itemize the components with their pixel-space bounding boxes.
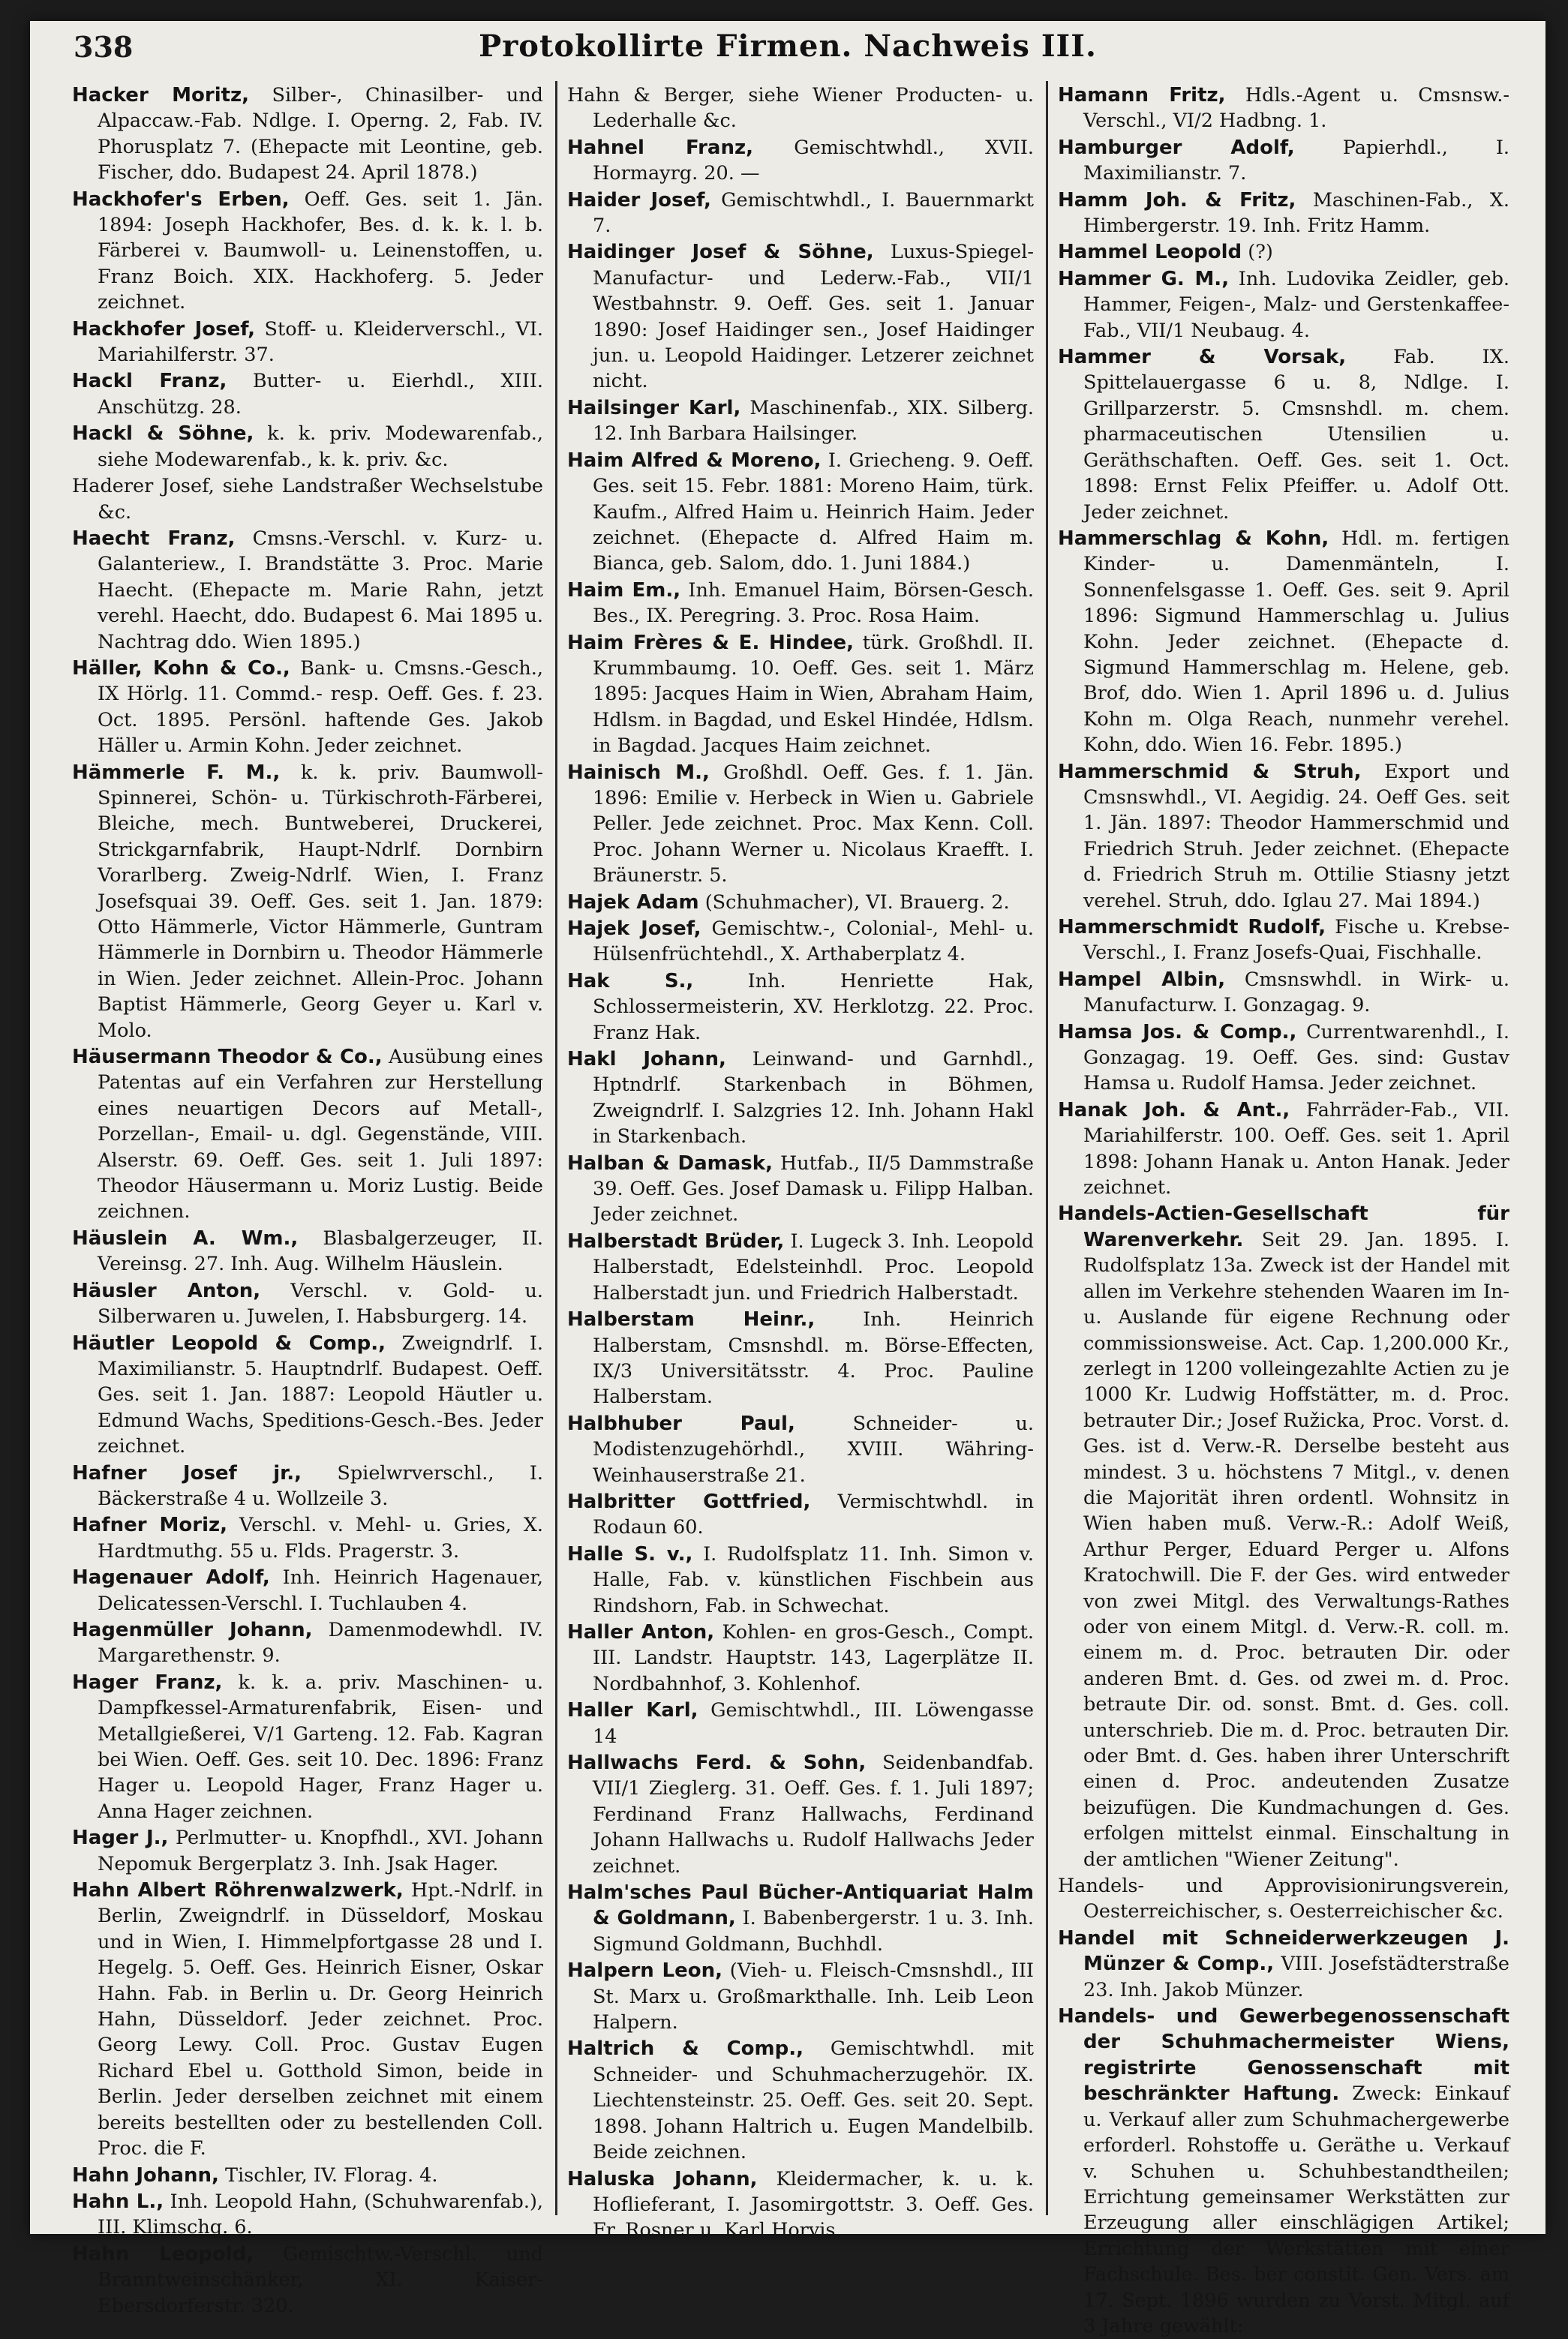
firm-name: Hamsa Jos. & Comp.,: [1058, 1020, 1297, 1043]
column-divider: [1046, 81, 1048, 2215]
firm-name: Handels-Actien-Gesellschaft für Warenverkehr.: [1058, 1203, 1509, 1251]
column-middle: [567, 83, 1035, 2242]
directory-entry: [72, 317, 543, 368]
firm-name: Hafner Moriz,: [72, 1514, 227, 1537]
firm-details: Cmsnswhdl. in Wirk- u. Manufacturw. I. Gonzagag. 9.: [1083, 968, 1509, 1017]
firm-details: Gemischtwhdl., I. Bauernmarkt 7.: [593, 188, 1034, 238]
firm-details: Gemischtwhdl., XVII. Hormayrg. 20. —: [593, 136, 1034, 185]
firm-details: (Schuhmacher), VI. Brauerg. 2.: [704, 890, 1010, 914]
firm-details: Maschinen-Fab., X. Himbergerstr. 19. Inh. Fritz Hamm.: [1083, 188, 1509, 238]
firm-name: Hämmerle F. M.,: [72, 761, 281, 784]
firm-details: Butter- u. Eierhdl., XIII. Anschützg. 28.: [98, 370, 543, 419]
firm-details: Verschl. v. Gold- u. Silberwaren u. Juwelen, I. Habsburgerg. 14.: [98, 1279, 544, 1329]
directory-entry: [567, 395, 1034, 447]
firm-name: Hamann Fritz,: [1058, 84, 1226, 107]
firm-name: Hamburger Adolf,: [1058, 136, 1295, 159]
firm-name: Hammel Leopold: [1058, 241, 1242, 264]
directory-entry: [567, 188, 1034, 239]
directory-entry: [567, 2036, 1034, 2165]
directory-entry: [72, 1226, 543, 1278]
directory-entry: [567, 630, 1034, 759]
directory-entry: [72, 2189, 543, 2241]
firm-name: Haim Em.,: [567, 578, 681, 602]
firm-name: Hampel Albin,: [1058, 968, 1226, 991]
firm-name: Hahnel Franz,: [567, 136, 753, 159]
directory-entry: [1058, 759, 1509, 914]
firm-name: Haidinger Josef & Söhne,: [567, 241, 874, 264]
firm-details: Handels- und Approvisionirungsverein, Oesterreichischer, s. Oesterreichischer &c.: [1058, 1875, 1509, 1923]
firm-details: Ausübung eines Patentas auf ein Verfahren zur Herstellung eines neuartigen Decors auf Metall-, Porzellan-, Email- u. dgl. Gegenstände, VIII. Alserstr. 69. Oeff. Ges. seit 1. Juli 1897: Theodor Häusermann u. Moriz Lustig. Beide zeichnen.: [98, 1046, 544, 1224]
directory-entry: [567, 1307, 1034, 1410]
firm-details: Damenmodewhdl. IV. Margarethenstr. 9.: [98, 1618, 544, 1668]
directory-entry: [567, 968, 1034, 1046]
firm-name: Handel mit Schneiderwerkzeugen J. Münzer & Comp.,: [1058, 1926, 1509, 1976]
directory-entry: [1058, 1097, 1509, 1201]
directory-entry: [567, 239, 1034, 394]
firm-details: Gemischtwhdl., III. Löwengasse 14: [593, 1699, 1035, 1748]
firm-details: Inh. Leopold Hahn, (Schuhwarenfab.), III. Klimschg. 6.: [98, 2190, 544, 2239]
directory-entry: [567, 760, 1034, 889]
directory-entry: [72, 473, 543, 525]
firm-name: Haller Karl,: [567, 1699, 698, 1722]
firm-name: Halbhuber Paul,: [567, 1412, 795, 1435]
firm-name: Hajek Adam: [567, 890, 699, 914]
firm-details: Currentwarenhdl., I. Gonzagag. 19. Oeff. Ges. sind: Gustav Hamsa u. Rudolf Hamsa. Jeder zeichnet.: [1083, 1020, 1509, 1095]
firm-details: Hdl. m. fertigen Kinder- u. Damenmänteln, I. Sonnenfelsgasse 1. Oeff. Ges. seit 9. April 1896: Sigmund Hammerschlag u. Julius Kohn. Jeder zeichnet. (Ehepacte d. Sigmund Hammerschlag m. Helene, geb. Brof, ddo. Wien 1. April 1896 u. d. Julius Kohn m. Olga Reach, nunmehr verehel. Kohn, ddo. Wien 16. Febr. 1895.): [1083, 527, 1510, 757]
firm-name: Hacker Moritz,: [72, 84, 250, 107]
firm-name: Halle S. v.,: [567, 1542, 693, 1566]
firm-name: Haim Frères & E. Hindee,: [567, 631, 854, 654]
firm-details: Großhdl. Oeff. Ges. f. 1. Jän. 1896: Emilie v. Herbeck in Wien u. Gabriele Peller. Jede zeichnet. Proc. Max Kenn. Coll. Proc. Johann Werner u. Nicolaus Kraefft. I. Bräunerstr. 5.: [593, 761, 1035, 887]
directory-entry: [72, 1878, 543, 2161]
firm-details: Cmsns.-Verschl. v. Kurz- u. Galanteriew., I. Brandstätte 3. Proc. Marie Haecht. (Ehepacte m. Marie Rahn, jetzt verehl. Haecht, ddo. Budapest 6. Mai 1895 u. Nachtrag ddo. Wien 1895.): [98, 527, 544, 653]
firm-name: Hackl & Söhne,: [72, 422, 254, 446]
firm-name: Hammerschmidt Rudolf,: [1058, 916, 1326, 938]
firm-details: Spielwrverschl., I. Bäckerstraße 4 u. Wollzeile 3.: [98, 1461, 543, 1510]
firm-name: Handels- und Gewerbegenossenschaft der Schuhmachermeister Wiens, registrirte Genossenschaft mit beschränkter Haftung.: [1058, 2005, 1509, 2106]
column-right: [1058, 83, 1510, 2337]
firm-name: Hakl Johann,: [567, 1048, 726, 1071]
firm-details: Stoff- u. Kleiderverschl., VI. Mariahilferstr. 37.: [98, 317, 543, 367]
firm-name: Häuslein A. Wm.,: [72, 1227, 299, 1250]
firm-name: Hammer & Vorsak,: [1058, 346, 1347, 369]
directory-entry: [567, 916, 1034, 968]
firm-name: Hallwachs Ferd. & Sohn,: [567, 1752, 867, 1774]
directory-entry: [72, 1825, 543, 1877]
firm-details: (?): [1248, 241, 1273, 264]
firm-name: Hahn Johann,: [72, 2163, 219, 2187]
directory-entry: [1058, 914, 1509, 966]
firm-details: Blasbalgerzeuger, II. Vereinsg. 27. Inh. Aug. Wilhelm Häuslein.: [98, 1227, 544, 1276]
firm-details: Fahrräder-Fab., VII. Mariahilferstr. 100. Oeff. Ges. seit 1. April 1898: Johann Hanak u. Anton Hanak. Jeder zeichnet.: [1083, 1098, 1509, 1200]
directory-entry: [72, 526, 543, 655]
directory-entry: [567, 578, 1034, 629]
directory-entry: [567, 135, 1034, 187]
firm-name: Haluska Johann,: [567, 2167, 758, 2190]
directory-entry: [1058, 526, 1509, 758]
firm-name: Hammerschlag & Kohn,: [1058, 527, 1329, 550]
firm-details: Perlmutter- u. Knopfhdl., XVI. Johann Nepomuk Bergerplatz 3. Inh. Jsak Hager.: [98, 1827, 543, 1875]
firm-details: Oeff. Ges. seit 1. Jän. 1894: Joseph Hackhofer, Bes. d. k. k. l. b. Färberei v. Baumwoll- u. Leinenstoffen, u. Franz Boich. XIX. Hackhoferg. 5. Jeder zeichnet.: [98, 188, 543, 314]
firm-details: VIII. Josefstädterstraße 23. Inh. Jakob Münzer.: [1083, 1953, 1509, 2001]
firm-details: Haderer Josef, siehe Landstraßer Wechselstube &c.: [72, 475, 543, 524]
firm-details: Kleidermacher, k. u. k. Hoflieferant, I. Jasomirgottstr. 3. Oeff. Ges. Fr. Rosner u. Karl Horvis.: [593, 2167, 1034, 2242]
directory-entry: [1058, 1019, 1509, 1097]
firm-name: Hagenmüller Johann,: [72, 1618, 313, 1641]
firm-details: Tischler, IV. Florag. 4.: [224, 2163, 438, 2187]
directory-entry: [567, 2166, 1034, 2244]
firm-details: I. Griecheng. 9. Oeff. Ges. seit 15. Febr. 1881: Moreno Haim, türk. Kaufm., Alfred Haim u. Heinrich Haim. Jeder zeichnet. (Ehepacte d. Alfred Haim m. Bianca, geb. Salom, ddo. 1. Juni 1884.): [593, 449, 1035, 575]
firm-details: Schneider- u. Modistenzugehörhdl., XVIII. Währing-Weinhauserstraße 21.: [593, 1412, 1034, 1487]
firm-details: k. k. priv. Modewarenfab., siehe Modewarenfab., k. k. priv. &c.: [98, 422, 543, 471]
column-left: [72, 83, 544, 2317]
firm-name: Haltrich & Comp.,: [567, 2037, 804, 2061]
firm-name: Häller, Kohn & Co.,: [72, 656, 290, 680]
firm-details: Hpt.-Ndrlf. in Berlin, Zweigndrlf. in Düsseldorf, Moskau und in Wien, I. Himmelpfortgasse 28 und I. Hegelg. 5. Oeff. Ges. Heinrich Eisner, Oskar Hahn. Fab. in Berlin u. Dr. Georg Heinrich Hahn, Düsseldorf. Jeder zeichnet. Proc. Georg Lewy. Coll. Proc. Gustav Eugen Richard Ebel u. Gotthold Simon, beide in Berlin. Jeder derselben zeichnet mit einem bereits bestellten oder zu bestellenden Coll. Proc. die F.: [98, 1879, 543, 2160]
directory-entry: [72, 760, 543, 1043]
directory-entry: [567, 1489, 1034, 1541]
firm-details: Zweigndrlf. I. Maximilianstr. 5. Hauptndrlf. Budapest. Oeff. Ges. seit 1. Jan. 1887: Leopold Häutler u. Edmund Wachs, Speditions-Gesch.-Bes. Jeder zeichnet.: [98, 1332, 543, 1458]
directory-entry: [567, 448, 1034, 577]
firm-details: Bank- u. Cmsns.-Gesch., IX Hörlg. 11. Commd.- resp. Oeff. Ges. f. 23. Oct. 1895. Persönl. haftende Ges. Jakob Häller u. Armin Kohn. Jeder zeichnet.: [98, 656, 543, 758]
directory-entry: [567, 1151, 1034, 1228]
firm-details: I. Babenbergerstr. 1 u. 3. Inh. Sigmund Goldmann, Buchhdl.: [593, 1907, 1034, 1956]
firm-details: Inh. Ludovika Zeidler, geb. Hammer, Feigen-, Malz- und Gerstenkaffee-Fab., VII/1 Neubaug. 4.: [1083, 267, 1510, 342]
directory-entry: [72, 83, 543, 186]
directory-entry: [72, 187, 543, 316]
firm-name: Hagenauer Adolf,: [72, 1566, 270, 1590]
directory-entry: [1058, 2004, 1509, 2339]
directory-entry: [1058, 188, 1509, 239]
directory-entry: [72, 1278, 543, 1330]
directory-entry: [1058, 967, 1509, 1019]
directory-entry: [567, 1542, 1034, 1619]
directory-entry: [72, 2241, 543, 2319]
firm-details: Fab. IX. Spittelauergasse 6 u. 8, Ndlge. I. Grillparzerstr. 5. Cmsnshdl. m. chem. pharmaceutischen Utensilien u. Geräthschaften. Oeff. Ges. seit 1. Oct. 1898: Ernst Felix Pfeiffer. u. Adolf Ott. Jeder zeichnet.: [1083, 346, 1509, 524]
page-number: 338: [74, 30, 134, 64]
page-title: Protokollirte Firmen. Nachweis III.: [479, 29, 1097, 64]
firm-name: Halm'sches Paul Bücher-Antiquariat Halm & Goldmann,: [567, 1881, 1034, 1930]
directory-entry: [72, 1461, 543, 1512]
directory-entry: [567, 1958, 1034, 2035]
directory-entry: [567, 1411, 1034, 1488]
firm-details: Gemischtw.-, Colonial-, Mehl- u. Hülsenfrüchtehdl., X. Arthaberplatz 4.: [593, 917, 1034, 966]
firm-details: I. Lugeck 3. Inh. Leopold Halberstadt, Edelsteinhdl. Proc. Leopold Halberstadt jun. und Friedrich Halberstadt.: [593, 1230, 1034, 1305]
firm-details: k. k. priv. Baumwoll-Spinnerei, Schön- u. Türkischroth-Färberei, Bleiche, mech. Buntweberei, Druckerei, Strickgarnfabrik, Haupt-Ndrlf. Dornbirn Vorarlberg. Zweig-Ndrlf. Wien, I. Franz Josefsquai 39. Oeff. Ges. seit 1. Jan. 1879: Otto Hämmerle, Victor Hämmerle, Guntram Hämmerle in Dornbirn u. Theodor Hämmerle in Wien. Jeder zeichnet. Allein-Proc. Johann Baptist Hämmerle, Georg Geyer u. Karl v. Molo.: [98, 761, 544, 1042]
firm-name: Hahn Leopold,: [72, 2242, 254, 2265]
firm-details: Papierhdl., I. Maximilianstr. 7.: [1083, 136, 1510, 185]
firm-details: Silber-, Chinasilber- und Alpaccaw.-Fab. Ndlge. I. Operng. 2, Fab. IV. Phorusplatz 7. (Ehepacte mit Leontine, geb. Fischer, ddo. Budapest 24. April 1878.): [98, 84, 543, 185]
firm-details: Hutfab., II/5 Dammstraße 39. Oeff. Ges. Josef Damask u. Filipp Halban. Jeder zeichnet.: [593, 1151, 1034, 1227]
firm-name: Häusermann Theodor & Co.,: [72, 1046, 383, 1069]
firm-details: türk. Großhdl. II. Krummbaumg. 10. Oeff. Ges. seit 1. März 1895: Jacques Haim in Wien, Abraham Haim, Hdlsm. in Bagdad, und Eskel Hindée, Hdlsm. in Bagdad. Jacques Haim zeichnet.: [593, 631, 1035, 758]
firm-name: Hahn L.,: [72, 2190, 164, 2213]
firm-details: Seit 29. Jan. 1895. I. Rudolfsplatz 13a. Zweck ist der Handel mit allen im Verkehre stehenden Waaren im In- u. Auslande für eigene Rechnung oder commissionsweise. Act. Cap. 1,200.000 Kr., zerlegt in 1200 volleingezahlte Actien zu je 1000 Kr. Ludwig Hoffstätter, m. d. Proc. betrauter Dir.; Josef Ružicka, Proc. Vorst. d. Ges. ist d. Verw.-R. Derselbe besteht aus mindest. 3 u. höchstens 7 Mitgl., v. denen die Majorität ihren ordentl. Wohnsitz in Wien haben muß. Verw.-R.: Adolf Weiß, Arthur Perger, Eduard Perger u. Alfons Kratochwill. Die F. der Ges. wird entweder von zwei Mitgl. des Verwaltungs-Rathes oder von einem Mitgl. d. Verw.-R. coll. m. einem m. d. Proc. betrauten Dir. oder anderen Bmt. d. Ges. od zwei m. d. Proc. betraute Dir. od. sonst. Bmt. d. Ges. coll. unterschrieb. Die m. d. Proc. betrauten Dir. oder Bmt. d. Ges. haben ihrer Unterschrift einen d. Proc. andeutenden Zusatze beizufügen. Die Kundmachungen d. Ges. erfolgen mittelst einmal. Einschaltung in der amtlichen "Wiener Zeitung".: [1083, 1228, 1509, 1871]
firm-name: Halbritter Gottfried,: [567, 1490, 811, 1513]
firm-name: Hak S.,: [567, 969, 694, 992]
firm-details: k. k. a. priv. Maschinen- u. Dampfkessel-Armaturenfabrik, Eisen- und Metallgießerei, V/1 Garteng. 12. Fab. Kagran bei Wien. Oeff. Ges. seit 10. Dec. 1896: Franz Hager u. Leopold Hager, Franz Hager u. Anna Hager zeichnen.: [98, 1671, 543, 1823]
firm-details: Hahn & Berger, siehe Wiener Producten- u. Lederhalle &c.: [567, 84, 1034, 133]
directory-entry: [567, 1750, 1034, 1879]
directory-entry: [1058, 83, 1509, 134]
firm-details: Vermischtwhdl. in Rodaun 60.: [593, 1490, 1035, 1539]
firm-name: Häutler Leopold & Comp.,: [72, 1332, 386, 1355]
directory-entry: [567, 1698, 1034, 1749]
directory-entry: [1058, 266, 1509, 344]
firm-name: Hainisch M.,: [567, 761, 710, 784]
directory-entry: [567, 1046, 1034, 1150]
firm-details: Maschinenfab., XIX. Silberg. 12. Inh Barbara Hailsinger.: [593, 396, 1035, 446]
firm-name: Hammerschmid & Struh,: [1058, 760, 1362, 783]
firm-details: (Vieh- u. Fleisch-Cmsnshdl., III St. Marx u. Großmarkthalle. Inh. Leib Leon Halpern.: [593, 1959, 1035, 2034]
firm-name: Halberstam Heinr.,: [567, 1308, 816, 1332]
firm-name: Hamm Joh. & Fritz,: [1058, 188, 1296, 212]
directory-entry: [72, 1565, 543, 1617]
directory-entry: [1058, 239, 1509, 265]
firm-details: Seidenbandfab. VII/1 Zieglerg. 31. Oeff. Ges. f. 1. Juli 1897; Ferdinand Franz Hallwachs, Ferdinand Johann Hallwachs u. Rudolf Hallwachs Jeder zeichnet.: [593, 1752, 1034, 1878]
directory-entry: [1058, 1201, 1509, 1872]
directory-entry: [72, 1044, 543, 1225]
firm-name: Halban & Damask,: [567, 1151, 773, 1175]
firm-name: Hailsinger Karl,: [567, 396, 741, 419]
directory-entry: [72, 1331, 543, 1460]
firm-details: Zweck: Einkauf u. Verkauf aller zum Schuhmachergewerbe erforderl. Rohstoffe u. Geräthe u. Verkauf v. Schuhen u. Schuhbestandtheilen; Errichtung gemeinsamer Werkstätten zur Erzeugung aller einschlägigen Artikel; Errichtung der Werkstätten mit einer Fachschule. Bes. ber constit. Gen. Vers. am 17. Sept. 1896 wurden zu Vorst. Mitgl. auf 3 Jahre gewählt:: [1083, 2082, 1509, 2337]
directory-entry: [567, 1880, 1034, 1957]
firm-name: Hager J.,: [72, 1827, 169, 1850]
directory-entry: [72, 2163, 543, 2188]
firm-name: Halpern Leon,: [567, 1959, 722, 1983]
directory-entry: [72, 421, 543, 473]
directory-entry: [72, 656, 543, 759]
firm-details: Verschl. v. Mehl- u. Gries, X. Hardtmuthg. 55 u. Flds. Pragerstr. 3.: [98, 1514, 544, 1563]
firm-name: Haider Josef,: [567, 188, 711, 212]
firm-details: Luxus-Spiegel-Manufactur- und Lederw.-Fab., VII/1 Westbahnstr. 9. Oeff. Ges. seit 1. Januar 1890: Josef Haidinger sen., Josef Haidinger jun. u. Leopold Haidinger. Letzerer zeichnet nicht.: [593, 241, 1034, 393]
directory-entry: [1058, 135, 1509, 187]
directory-entry: [567, 1620, 1034, 1697]
firm-details: Gemischtwhdl. mit Schneider- und Schuhmacherzugehör. IX. Liechtensteinstr. 25. Oeff. Ges. seit 20. Sept. 1898. Johann Haltrich u. Eugen Mandelbilb. Beide zeichnen.: [593, 2037, 1035, 2164]
directory-entry: [72, 1670, 543, 1824]
column-divider: [555, 81, 557, 2215]
firm-name: Haim Alfred & Moreno,: [567, 449, 822, 472]
directory-entry: [72, 1512, 543, 1564]
firm-details: Inh. Emanuel Haim, Börsen-Gesch. Bes., IX. Peregring. 3. Proc. Rosa Haim.: [593, 578, 1035, 628]
directory-entry: [1058, 344, 1509, 525]
firm-name: Halberstadt Brüder,: [567, 1230, 785, 1253]
firm-name: Haecht Franz,: [72, 527, 236, 550]
firm-details: Kohlen- en gros-Gesch., Compt. III. Landstr. Hauptstr. 143, Lagerplätze II. Nordbahnhof, 3. Kohlenhof.: [593, 1620, 1034, 1695]
firm-details: Hdls.-Agent u. Cmsnsw.-Verschl., VI/2 Hadbng. 1.: [1083, 84, 1510, 133]
directory-page: [30, 21, 1545, 2337]
firm-name: Haller Anton,: [567, 1620, 715, 1644]
firm-details: Inh. Henriette Hak, Schlossermeisterin, XV. Herklotzg. 22. Proc. Franz Hak.: [593, 969, 1034, 1044]
firm-details: Fische u. Krebse-Verschl., I. Franz Josefs-Quai, Fischhalle.: [1083, 916, 1510, 965]
firm-details: Inh. Heinrich Halberstam, Cmsnshdl. m. Börse-Effecten, IX/3 Universitätsstr. 4. Proc. Pauline Halberstam.: [593, 1308, 1035, 1409]
firm-name: Hafner Josef jr.,: [72, 1461, 302, 1485]
firm-details: I. Rudolfsplatz 11. Inh. Simon v. Halle, Fab. v. künstlichen Fischbein aus Rindshorn, Fab. in Schwechat.: [593, 1542, 1034, 1617]
directory-entry: [1058, 1926, 1509, 2003]
directory-entry: [72, 368, 543, 420]
firm-name: Hajek Josef,: [567, 917, 701, 940]
firm-name: Häusler Anton,: [72, 1279, 261, 1302]
firm-details: Inh. Heinrich Hagenauer, Delicatessen-Verschl. I. Tuchlauben 4.: [98, 1566, 544, 1615]
directory-entry: [567, 890, 1034, 915]
firm-details: Leinwand- und Garnhdl., Hptndrlf. Starkenbach in Böhmen, Zweigndrlf. I. Salzgries 12. Inh. Johann Hakl in Starkenbach.: [593, 1048, 1035, 1148]
firm-name: Hager Franz,: [72, 1671, 223, 1694]
directory-entry: [567, 83, 1034, 134]
firm-name: Hackl Franz,: [72, 370, 227, 393]
firm-name: Hackhofer's Erben,: [72, 188, 290, 211]
firm-name: Hackhofer Josef,: [72, 317, 256, 341]
firm-details: Gemischtw.-Verschl. und Branntweinschänker, XI. Kaiser-Ebersdorferstr. 320.: [98, 2242, 543, 2317]
firm-name: Hammer G. M.,: [1058, 267, 1230, 290]
firm-name: Hahn Albert Röhrenwalzwerk,: [72, 1879, 404, 1902]
page-header: [30, 21, 1545, 74]
firm-details: Export und Cmsnswhdl., VI. Aegidig. 24. Oeff Ges. seit 1. Jän. 1897: Theodor Hammerschmid und Friedrich Struh. Jeder zeichnet. (Ehepacte d. Friedrich Struh m. Ottilie Stiasny jetzt verehel. Struh, ddo. Iglau 27. Mai 1894.): [1083, 760, 1510, 912]
directory-entry: [567, 1229, 1034, 1306]
directory-entry: [1058, 1873, 1509, 1925]
firm-name: Hanak Joh. & Ant.,: [1058, 1098, 1290, 1121]
directory-entry: [72, 1617, 543, 1669]
